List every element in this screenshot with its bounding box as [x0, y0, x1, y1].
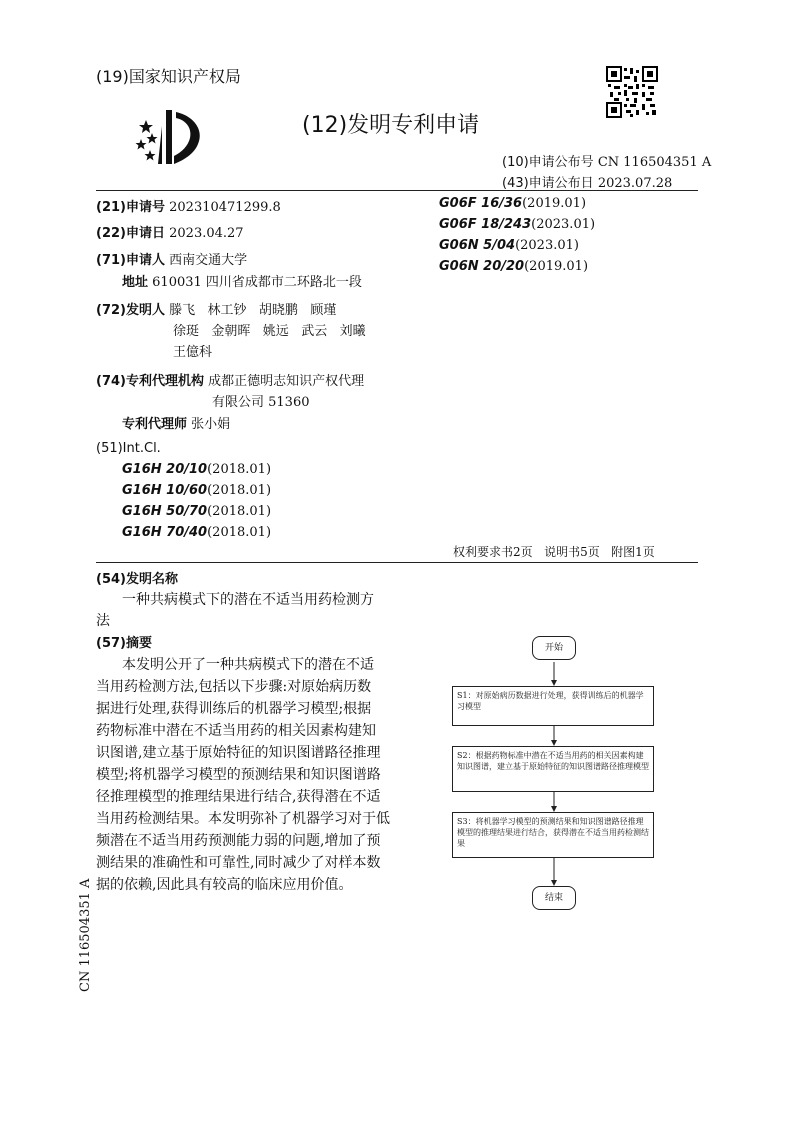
application-date: 2023.04.27: [169, 226, 244, 241]
agency-line-2: 有限公司 51360: [212, 395, 310, 410]
intcl-right-item: [439, 238, 579, 253]
application-number-label: (21)申请号: [96, 200, 165, 215]
abstract-line: 模型;将机器学习模型的预测结果和知识图谱路: [96, 767, 381, 783]
application-date-label: (22)申请日: [96, 226, 165, 241]
intcl-code: G16H 70/40: [122, 525, 208, 540]
flowchart-end: 结束: [532, 886, 576, 910]
intcl-version: (2023.01): [531, 217, 596, 232]
intcl-version: (2019.01): [524, 259, 589, 274]
agent-row: [122, 413, 230, 432]
cnipa-logo-icon: [132, 106, 206, 168]
intcl-right-item: [439, 259, 588, 274]
intcl-label: (51)Int.Cl.: [96, 441, 161, 456]
abstract-line: 据进行处理,获得训练后的机器学习模型;根据: [96, 701, 372, 717]
intcl-code: G06N 20/20: [439, 259, 525, 274]
intcl-code: G16H 20/10: [122, 462, 208, 477]
publication-date-label: (43)申请公布日: [502, 176, 594, 191]
office-name: (19)国家知识产权局: [96, 67, 241, 86]
inventor-label: (72)发明人: [96, 303, 165, 318]
abstract-line: 频潜在不适当用药预测能力弱的问题,增加了预: [96, 833, 381, 849]
publication-number: CN 116504351 A: [597, 155, 712, 170]
side-publication-number: CN 116504351 A: [78, 878, 93, 992]
intcl-item: [122, 483, 271, 498]
abstract-line: 药物标准中潜在不适当用药的相关因素构建知: [96, 723, 376, 739]
publication-number-label: (10)申请公布号: [502, 155, 594, 170]
intcl-code: G06N 5/04: [439, 238, 516, 253]
intcl-right-item: [439, 196, 586, 211]
abstract-line: 识图谱,建立基于原始特征的知识图谱路径推理: [96, 745, 381, 761]
agent-name: 张小娟: [191, 417, 231, 432]
flowchart-start: 开始: [532, 636, 576, 660]
abstract-line: 测结果的准确性和可靠性,同时减少了对样本数: [96, 855, 381, 871]
publication-date: 2023.07.28: [597, 176, 673, 191]
applicant-name: 西南交通大学: [169, 253, 248, 268]
flowchart-step-s1: S1：对原始病历数据进行处理，获得训练后的机器学习模型: [452, 686, 654, 726]
document-type-title: (12)发明专利申请: [302, 113, 480, 138]
publication-number-row: [502, 151, 711, 170]
inventor-row: [96, 299, 336, 318]
abstract-line: 据的依赖,因此具有较高的临床应用价值。: [96, 877, 353, 893]
invention-title-line-2: 法: [96, 613, 110, 629]
application-number: 202310471299.8: [169, 200, 281, 215]
abstract-line: 本发明公开了一种共病模式下的潜在不适: [122, 657, 374, 673]
agency-line-1: 成都正德明志知识产权代理: [208, 374, 365, 389]
abstract-line: 径推理模型的推理结果进行结合,获得潜在不适: [96, 789, 381, 805]
address-value: 610031 四川省成都市二环路北一段: [152, 275, 362, 290]
page-counts: 权利要求书2页 说明书5页 附图1页: [453, 545, 655, 559]
address-label: 地址: [122, 275, 149, 290]
invention-title-line-1: 一种共病模式下的潜在不适当用药检测方: [122, 592, 374, 608]
agent-label: 专利代理师: [122, 417, 188, 432]
application-date-row: [96, 222, 244, 241]
intcl-item: [122, 504, 271, 519]
header-divider: [96, 190, 698, 191]
applicant-label: (71)申请人: [96, 253, 165, 268]
intcl-version: (2018.01): [207, 483, 272, 498]
inventors-line-3: 王億科: [173, 345, 213, 360]
intcl-code: G16H 50/70: [122, 504, 208, 519]
intcl-code: G16H 10/60: [122, 483, 208, 498]
invention-title-label: (54)发明名称: [96, 572, 178, 587]
inventors-line-2: 徐珽 金朝晖 姚远 武云 刘曦: [173, 324, 366, 339]
abstract-label: (57)摘要: [96, 636, 152, 651]
flowchart-step-s3: S3：将机器学习模型的预测结果和知识图谱路径推理模型的推理结果进行结合，获得潜在不适当用药检测结果: [452, 812, 654, 858]
intcl-code: G06F 16/36: [439, 196, 523, 211]
intcl-right-item: [439, 217, 595, 232]
qr-code-icon: [606, 66, 658, 118]
intcl-version: (2018.01): [207, 462, 272, 477]
abstract-line: 当用药检测结果。本发明弥补了机器学习对于低: [96, 811, 390, 827]
intcl-version: (2023.01): [515, 238, 579, 253]
applicant-row: [96, 249, 247, 268]
intcl-item: [122, 462, 271, 477]
agency-row: [96, 370, 364, 389]
inventors-line-1: 滕飞 林工钞 胡晓鹏 顾瑾: [169, 303, 337, 318]
biblio-divider: [96, 562, 698, 563]
agency-label: (74)专利代理机构: [96, 374, 204, 389]
intcl-version: (2018.01): [207, 504, 272, 519]
intcl-code: G06F 18/243: [439, 217, 532, 232]
intcl-version: (2018.01): [207, 525, 272, 540]
flowchart-step-s2: S2：根据药物标准中潜在不适当用药的相关因素构建知识图谱，建立基于原始特征的知识图谱路径推理模型: [452, 746, 654, 792]
publication-date-row: [502, 172, 672, 191]
application-number-row: [96, 196, 281, 215]
intcl-item: [122, 525, 271, 540]
abstract-line: 当用药检测方法,包括以下步骤:对原始病历数: [96, 679, 372, 695]
intcl-version: (2019.01): [522, 196, 587, 211]
address-row: [122, 271, 362, 290]
